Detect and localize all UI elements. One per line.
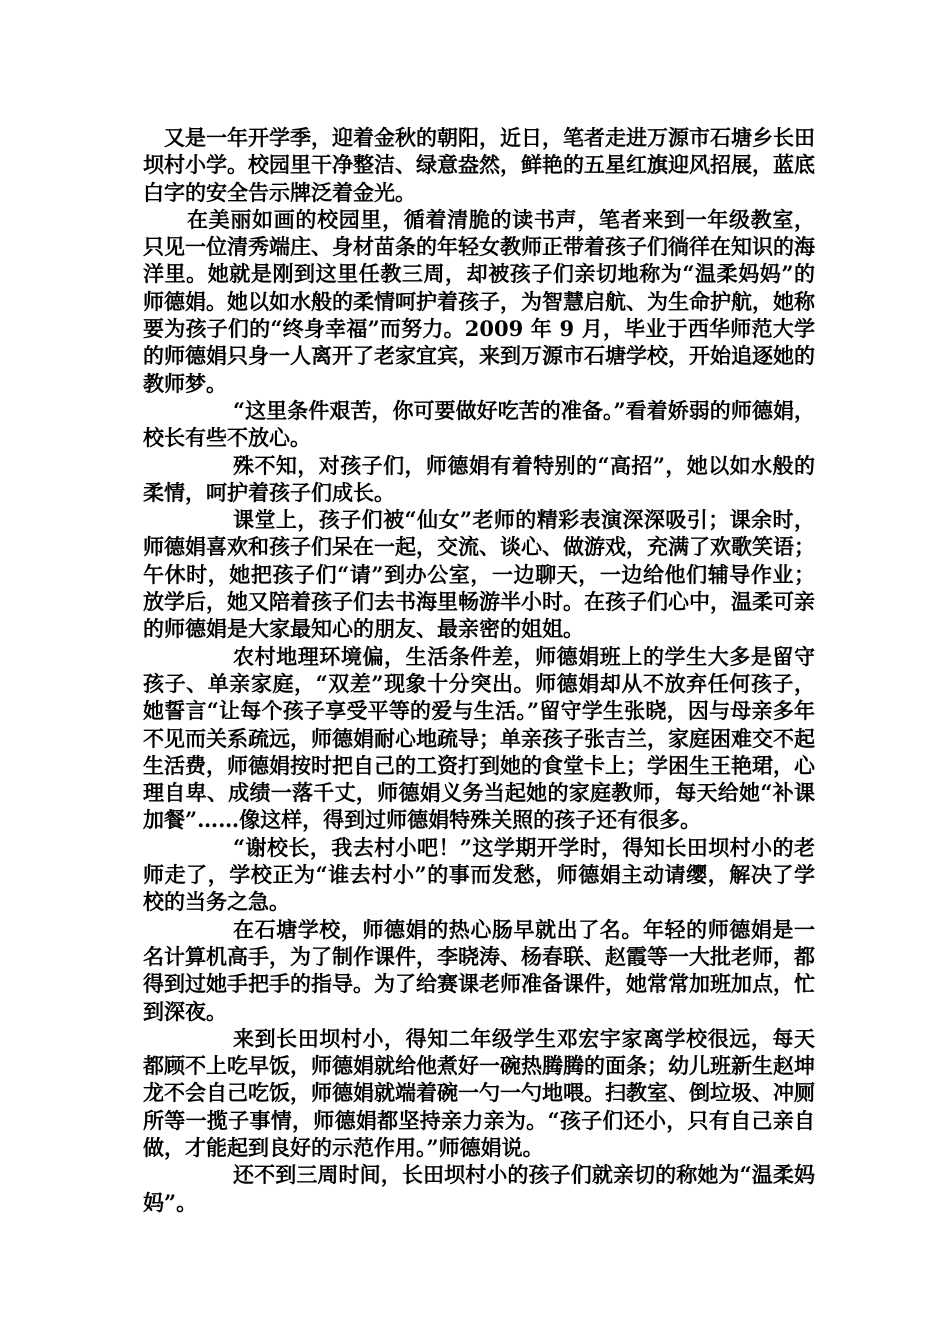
article-body (143, 124, 815, 1216)
paragraph-left-behind-children: 农村地理环境偏，生活条件差，师德娟班上的学生大多是留守孩子、单亲家庭，“双差”现象十分突出。师德娟却从不放弃任何孩子，她誓言“让每个孩子享受平等的爱与生活。”留守学生张晓，因与母亲多年不见而关系疏远，师德娟耐心地疏导；单亲孩子张吉兰，家庭困难交不起生活费，师德娟按时把自己的工资打到她的食堂卡上；学困生王艳珺，心理自卑、成绩一落千丈，师德娟义务当起她的家庭教师，每天给她“补课加餐”……像这样，得到过师德娟特殊关照的孩子还有很多。 (143, 643, 815, 833)
paragraph-village-school: 来到长田坝村小，得知二年级学生邓宏宇家离学校很远，每天都顾不上吃早饭，师德娟就给他煮好一碗热腾腾的面条；幼儿班新生赵坤龙不会自己吃饭，师德娟就端着碗一勺一勺地喂。扫教室、倒垃圾、冲厕所等一揽子事情，师德娟都坚持亲力亲为。“孩子们还小，只有自己亲自做，才能起到良好的示范作用。”师德娟说。 (143, 1025, 815, 1160)
paragraph-principal-worry: “这里条件艰苦，你可要做好吃苦的准备。”看着娇弱的师德娟，校长有些不放心。 (143, 397, 815, 451)
paragraph-special-skill: 殊不知，对孩子们，师德娟有着特别的“高招”，她以如水般的柔情，呵护着孩子们成长。 (143, 452, 815, 505)
paragraph-intro: 又是一年开学季，迎着金秋的朝阳，近日，笔者走进万源市石塘乡长田坝村小学。校园里干净整洁、绿意盎然，鲜艳的五星红旗迎风招展，蓝底白字的安全告示牌泛着金光。 (143, 125, 815, 205)
paragraph-volunteer: “谢校长，我去村小吧！”这学期开学时，得知长田坝村小的老师走了，学校正为“谁去村小”的事而发愁，师德娟主动请缨，解决了学校的当务之急。 (143, 834, 815, 915)
paragraph-daily-care: 课堂上，孩子们被“仙女”老师的精彩表演深深吸引；课余时，师德娟喜欢和孩子们呆在一起，交流、谈心、做游戏，充满了欢歌笑语；午休时，她把孩子们“请”到办公室，一边聊天，一边给他们辅导作业；放学后，她又陪着孩子们去书海里畅游半小时。在孩子们心中，温柔可亲的师德娟是大家最知心的朋友、最亲密的姐姐。 (143, 507, 815, 642)
paragraph-classroom: 在美丽如画的校园里，循着清脆的读书声，笔者来到一年级教室，只见一位清秀端庄、身材苗条的年轻女教师正带着孩子们徜徉在知识的海洋里。她就是刚到这里任教三周，却被孩子们亲切地称为“温柔妈妈”的师德娟。她以如水般的柔情呵护着孩子，为智慧启航、为生命护航，她称要为孩子们的“终身幸福”而努力。2009 年 9 月，毕业于西华师范大学的师德娟只身一人离开了老家宜宾，来到万源市石塘学校，开始追逐她的教师梦。 (143, 206, 815, 396)
paragraph-computer-skills: 在石塘学校，师德娟的热心肠早就出了名。年轻的师德娟是一名计算机高手，为了制作课件，李晓涛、杨春联、赵霞等一大批老师，都得到过她手把手的指导。为了给赛课老师准备课件，她常常加班加点，忙到深夜。 (143, 916, 815, 1024)
paragraph-conclusion: 还不到三周时间，长田坝村小的孩子们就亲切的称她为“温柔妈妈”。 (143, 1162, 815, 1215)
